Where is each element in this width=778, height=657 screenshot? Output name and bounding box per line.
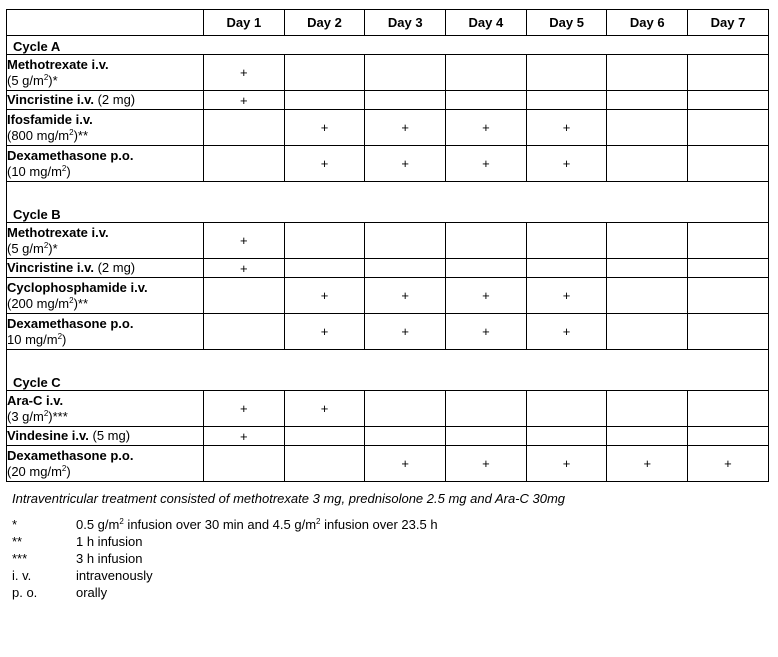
intraventricular-note: Intraventricular treatment consisted of methotrexate 3 mg, prednisolone 2.5 mg and Ara-C 30mg [12, 491, 566, 506]
day-cell [688, 446, 769, 482]
day-cell [365, 427, 446, 446]
dose-text: (5 g/m [7, 240, 44, 256]
plus-mark: + [240, 65, 248, 80]
plus-mark: + [240, 233, 248, 248]
day-cell [688, 278, 769, 314]
drug-name: Vincristine i.v. [7, 260, 94, 275]
plus-mark: + [562, 120, 571, 135]
plus-mark: + [320, 324, 329, 339]
day-cell [204, 314, 285, 350]
drug-name: Methotrexate i.v. [7, 56, 109, 72]
dose-suffix: )* [48, 72, 58, 88]
plus-mark: + [401, 288, 410, 303]
drug-name: Dexamethasone p.o. [7, 315, 134, 331]
day-cell [204, 55, 285, 91]
legend-text-part: 2 [316, 517, 321, 526]
day-header: Day 7 [688, 10, 769, 36]
drug-dose [7, 296, 88, 311]
day-cell [607, 91, 688, 110]
dose-suffix: )** [73, 127, 89, 143]
drug-cell [7, 146, 204, 182]
dose-text: (20 mg/m [7, 463, 62, 479]
dose-suffix: ) [66, 463, 71, 479]
drug-name: Vindesine i.v. [7, 428, 89, 443]
drug-row [7, 391, 769, 427]
day-header: Day 1 [204, 10, 285, 36]
plus-mark: + [320, 120, 329, 135]
drug-dose [7, 164, 71, 179]
drug-row [7, 110, 769, 146]
day-header: Day 6 [607, 10, 688, 36]
legend-text-part: intravenously [76, 568, 153, 583]
day-cell [204, 278, 285, 314]
legend-text-part: 2 [119, 517, 124, 526]
day-cell [365, 91, 446, 110]
plus-mark: + [482, 120, 490, 135]
day-cell [446, 446, 527, 482]
day-cell [688, 55, 769, 91]
day-cell [284, 146, 365, 182]
day-cell [365, 278, 446, 314]
footnotes [6, 491, 768, 601]
day-cell [284, 91, 365, 110]
drug-dose [7, 73, 58, 88]
legend-symbol: * [12, 517, 18, 532]
treatment-schedule [6, 9, 768, 601]
day-cell [526, 427, 607, 446]
plus-mark: + [401, 324, 410, 339]
day-cell [526, 259, 607, 278]
drug-dose: (2 mg) [93, 92, 136, 107]
day-cell [284, 55, 365, 91]
day-cell [446, 427, 527, 446]
drug-name: Methotrexate i.v. [7, 224, 109, 240]
legend-text [76, 516, 438, 533]
day-cell [526, 391, 607, 427]
day-cell [526, 91, 607, 110]
drug-row [7, 427, 769, 446]
day-cell [526, 55, 607, 91]
day-cell [204, 91, 285, 110]
day-cell [365, 110, 446, 146]
dose-exponent: 2 [57, 331, 63, 341]
dose-suffix: ) [66, 163, 71, 179]
legend-symbol: i. v. [12, 568, 32, 583]
drug-name: Dexamethasone p.o. [7, 447, 134, 463]
day-cell [688, 110, 769, 146]
day-header: Day 3 [365, 10, 446, 36]
legend-text [76, 567, 153, 584]
day-cell [526, 446, 607, 482]
legend-item [6, 533, 768, 550]
plus-mark: + [401, 120, 410, 135]
plus-mark: + [320, 156, 329, 171]
cycle-title: Cycle B [7, 182, 769, 223]
drug-cell [7, 446, 204, 482]
day-cell [284, 427, 365, 446]
day-cell [284, 446, 365, 482]
day-cell [607, 259, 688, 278]
day-cell [526, 223, 607, 259]
day-cell [526, 314, 607, 350]
plus-mark: + [562, 156, 571, 171]
legend-item [6, 516, 768, 533]
drug-dose [7, 464, 71, 479]
day-cell [365, 223, 446, 259]
cycle-title: Cycle A [7, 36, 769, 55]
day-cell [446, 314, 527, 350]
plus-mark: + [482, 324, 490, 339]
drug-name: Dexamethasone p.o. [7, 147, 134, 163]
plus-mark: + [482, 456, 490, 471]
day-cell [607, 278, 688, 314]
legend-text [76, 550, 143, 567]
day-cell [607, 55, 688, 91]
day-cell [688, 391, 769, 427]
drug-name: Ifosfamide i.v. [7, 111, 93, 127]
day-cell [204, 427, 285, 446]
day-cell [607, 427, 688, 446]
header-row [7, 10, 769, 36]
dose-text: (800 mg/m [7, 127, 70, 143]
legend-item [6, 550, 768, 567]
day-cell [204, 391, 285, 427]
corner-cell [7, 10, 204, 36]
day-cell [284, 278, 365, 314]
plus-mark: + [562, 288, 571, 303]
plus-mark: + [320, 401, 329, 416]
dose-exponent: 2 [69, 127, 74, 137]
drug-dose [7, 332, 66, 347]
day-cell [688, 259, 769, 278]
drug-dose [7, 409, 68, 424]
dose-exponent: 2 [69, 295, 74, 305]
day-header: Day 4 [446, 10, 527, 36]
dose-text: (5 g/m [7, 72, 44, 88]
day-header: Day 5 [526, 10, 607, 36]
plus-mark: + [240, 428, 248, 444]
drug-dose [7, 241, 58, 256]
day-cell [284, 110, 365, 146]
legend-item [6, 584, 768, 601]
cycle-title: Cycle C [7, 350, 769, 391]
day-cell [365, 146, 446, 182]
plus-mark: + [320, 288, 329, 303]
day-cell [365, 446, 446, 482]
dose-text: (200 mg/m [7, 295, 70, 311]
drug-row [7, 223, 769, 259]
drug-row [7, 259, 769, 278]
dose-text: (3 g/m [7, 408, 44, 424]
plus-mark: + [562, 456, 571, 471]
day-cell [526, 278, 607, 314]
legend-text-part: infusion over 30 min and 4.5 g/m [123, 517, 317, 532]
drug-cell [7, 55, 204, 91]
drug-row [7, 146, 769, 182]
drug-row [7, 55, 769, 91]
drug-cell [7, 91, 204, 110]
legend-symbol: *** [12, 551, 28, 566]
dose-exponent: 2 [43, 72, 49, 82]
drug-name: Cyclophosphamide i.v. [7, 279, 148, 295]
plus-mark: + [401, 156, 410, 171]
drug-cell [7, 314, 204, 350]
day-cell [446, 55, 527, 91]
day-cell [204, 110, 285, 146]
drug-row [7, 314, 769, 350]
day-cell [688, 223, 769, 259]
plus-mark: + [482, 156, 490, 171]
plus-mark: + [240, 401, 248, 416]
drug-cell [7, 223, 204, 259]
legend [6, 516, 768, 601]
day-cell [607, 110, 688, 146]
day-cell [688, 146, 769, 182]
drug-dose: (5 mg) [88, 428, 131, 443]
day-cell [204, 446, 285, 482]
day-cell [688, 91, 769, 110]
day-cell [446, 278, 527, 314]
legend-text-part: orally [76, 585, 108, 600]
legend-text-part: 1 h infusion [76, 534, 143, 549]
plus-mark: + [240, 260, 248, 276]
day-cell [365, 391, 446, 427]
plus-mark: + [482, 288, 490, 303]
dose-text: (10 mg/m [7, 163, 62, 179]
drug-row [7, 91, 769, 110]
day-cell [446, 259, 527, 278]
dose-suffix: )*** [48, 408, 68, 424]
day-cell [365, 259, 446, 278]
drug-row [7, 278, 769, 314]
day-cell [204, 259, 285, 278]
day-cell [607, 446, 688, 482]
legend-symbol: p. o. [12, 585, 38, 600]
day-cell [446, 391, 527, 427]
regimen-table [6, 9, 769, 482]
day-cell [688, 427, 769, 446]
day-cell [688, 314, 769, 350]
plus-mark: + [724, 456, 732, 471]
day-cell [526, 110, 607, 146]
drug-cell [7, 391, 204, 427]
drug-cell [7, 259, 204, 278]
day-cell [446, 110, 527, 146]
day-header: Day 2 [284, 10, 365, 36]
drug-cell [7, 110, 204, 146]
drug-dose [7, 128, 88, 143]
drug-dose: (2 mg) [93, 260, 136, 275]
day-cell [607, 223, 688, 259]
regimen-body [7, 36, 769, 482]
plus-mark: + [401, 456, 410, 471]
legend-symbol: ** [12, 534, 23, 549]
dose-text: 10 mg/m [7, 331, 58, 347]
drug-name: Ara-C i.v. [7, 392, 64, 408]
day-cell [204, 146, 285, 182]
day-cell [607, 314, 688, 350]
plus-mark: + [562, 324, 571, 339]
day-cell [446, 146, 527, 182]
dose-exponent: 2 [61, 463, 67, 473]
dose-suffix: )** [73, 295, 89, 311]
day-cell [204, 223, 285, 259]
legend-text-part: 3 h infusion [76, 551, 143, 566]
day-cell [284, 391, 365, 427]
plus-mark: + [240, 92, 248, 108]
day-cell [607, 391, 688, 427]
dose-suffix: )* [48, 240, 58, 256]
day-cell [284, 223, 365, 259]
legend-text [76, 584, 107, 601]
cycle-row [7, 182, 769, 223]
legend-item [6, 567, 768, 584]
day-cell [446, 223, 527, 259]
day-cell [365, 55, 446, 91]
dose-exponent: 2 [43, 408, 49, 418]
drug-name: Vincristine i.v. [7, 92, 94, 107]
day-cell [526, 146, 607, 182]
cycle-row [7, 36, 769, 55]
legend-text [76, 533, 143, 550]
drug-row [7, 446, 769, 482]
drug-cell [7, 278, 204, 314]
plus-mark: + [643, 456, 652, 471]
dose-exponent: 2 [61, 163, 67, 173]
legend-text-part: infusion over 23.5 h [320, 517, 438, 532]
dose-suffix: ) [62, 331, 67, 347]
drug-cell [7, 427, 204, 446]
day-cell [446, 91, 527, 110]
legend-text-part: 0.5 g/m [76, 517, 120, 532]
day-cell [607, 146, 688, 182]
cycle-row [7, 350, 769, 391]
dose-exponent: 2 [43, 240, 49, 250]
day-cell [284, 314, 365, 350]
day-cell [284, 259, 365, 278]
day-cell [365, 314, 446, 350]
